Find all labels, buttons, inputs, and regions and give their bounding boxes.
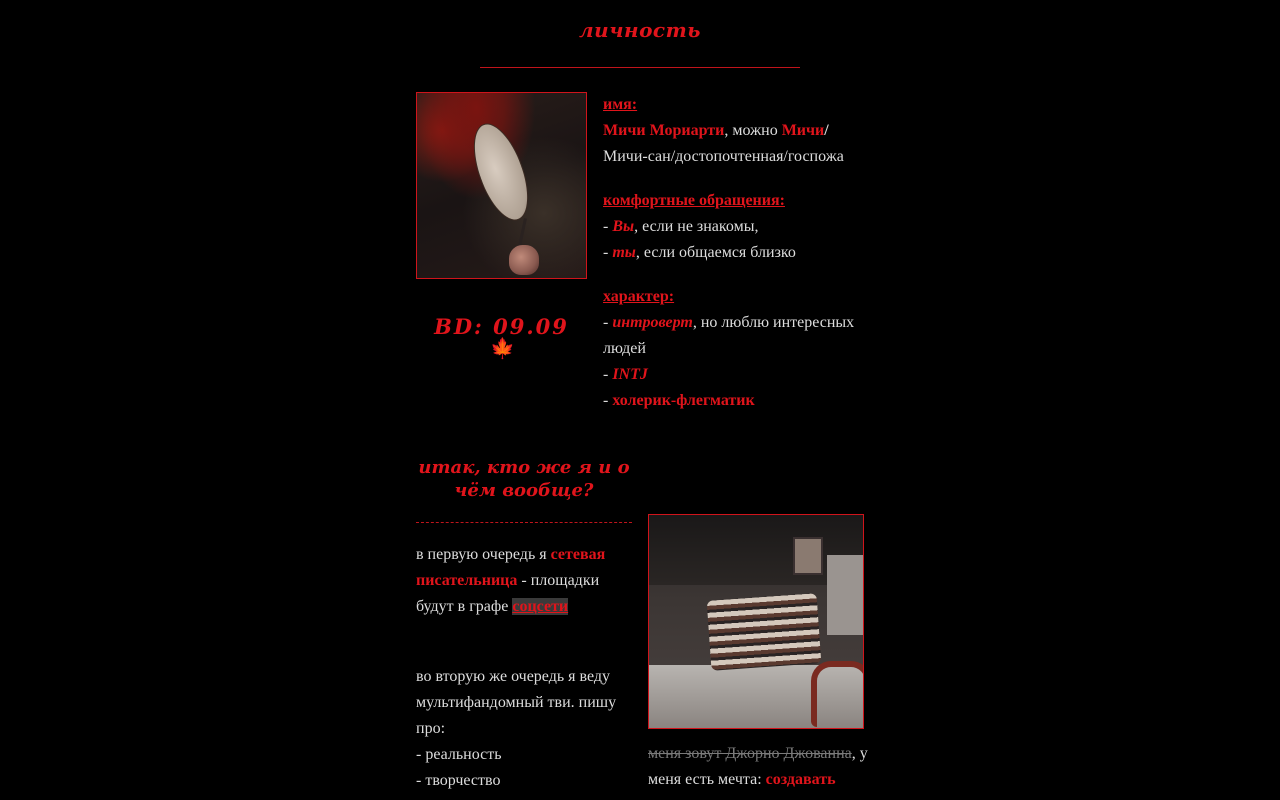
list-dash: - (603, 244, 613, 261)
list-dash: - (603, 392, 613, 409)
dashed-divider (416, 522, 632, 523)
picture-frame-shape (793, 537, 823, 575)
hand-shape (509, 245, 539, 275)
address-formal: Вы (612, 218, 635, 235)
personal-info (603, 92, 873, 414)
address-formal-note: , если не знакомы, (634, 218, 759, 235)
book-stack-shape (707, 593, 822, 671)
trait-introvert: интроверт (612, 314, 693, 331)
desk-books-photo (648, 514, 864, 729)
wall-paper-shape (827, 555, 863, 635)
dream-text (648, 741, 868, 793)
list-dash: - (603, 218, 613, 235)
name-short: Мичи (781, 122, 825, 139)
twitter-intro: во вторую же очередь я веду мультифандомный тви. пишу про: (416, 668, 617, 737)
character-heading: характер: (603, 288, 675, 305)
about-text (416, 542, 632, 794)
list-dash: - (603, 366, 613, 383)
about-intro-cont: - площадки будут в графе (416, 572, 600, 615)
autumn-fan-photo (416, 92, 587, 279)
writer-highlight: сетевая писательница (416, 546, 606, 589)
name-main: Мичи Мориарти (603, 122, 725, 139)
name-slash: / (824, 122, 829, 139)
trait-mbti: INTJ (612, 366, 648, 383)
about-intro: в первую очередь я (416, 546, 551, 563)
section-title: личность (579, 18, 701, 42)
name-separator: , можно (724, 122, 782, 139)
dream-intro: , у меня есть мечта: (648, 745, 868, 788)
name-alternatives: Мичи-сан/достопочтенная/госпожа (603, 148, 844, 165)
top-divider (480, 67, 800, 68)
address-informal-note: , если общаемся близко (635, 244, 796, 261)
address-informal: ты (612, 244, 636, 261)
struck-quote: меня зовут Джорно Джованна (648, 745, 852, 762)
birthday-text: BD: 09.09 (434, 314, 569, 339)
trait-introvert-note: , но люблю интересных людей (603, 314, 855, 357)
dream-word: создавать (765, 771, 836, 788)
topic-item: - реальность (416, 746, 502, 763)
topic-item: - творчество (416, 772, 501, 789)
address-heading: комфортные обращения: (603, 192, 785, 209)
name-heading: имя: (603, 96, 638, 113)
trait-temperament: холерик-флегматик (612, 392, 755, 409)
chair-shape (811, 661, 864, 727)
question-title: итак, кто же я и о чём вообще? (418, 457, 630, 501)
paper-fan-shape (463, 117, 539, 228)
maple-leaf-icon: 🍁 (490, 338, 515, 360)
list-dash: - (603, 314, 613, 331)
socials-link[interactable]: соцсети (512, 598, 569, 615)
